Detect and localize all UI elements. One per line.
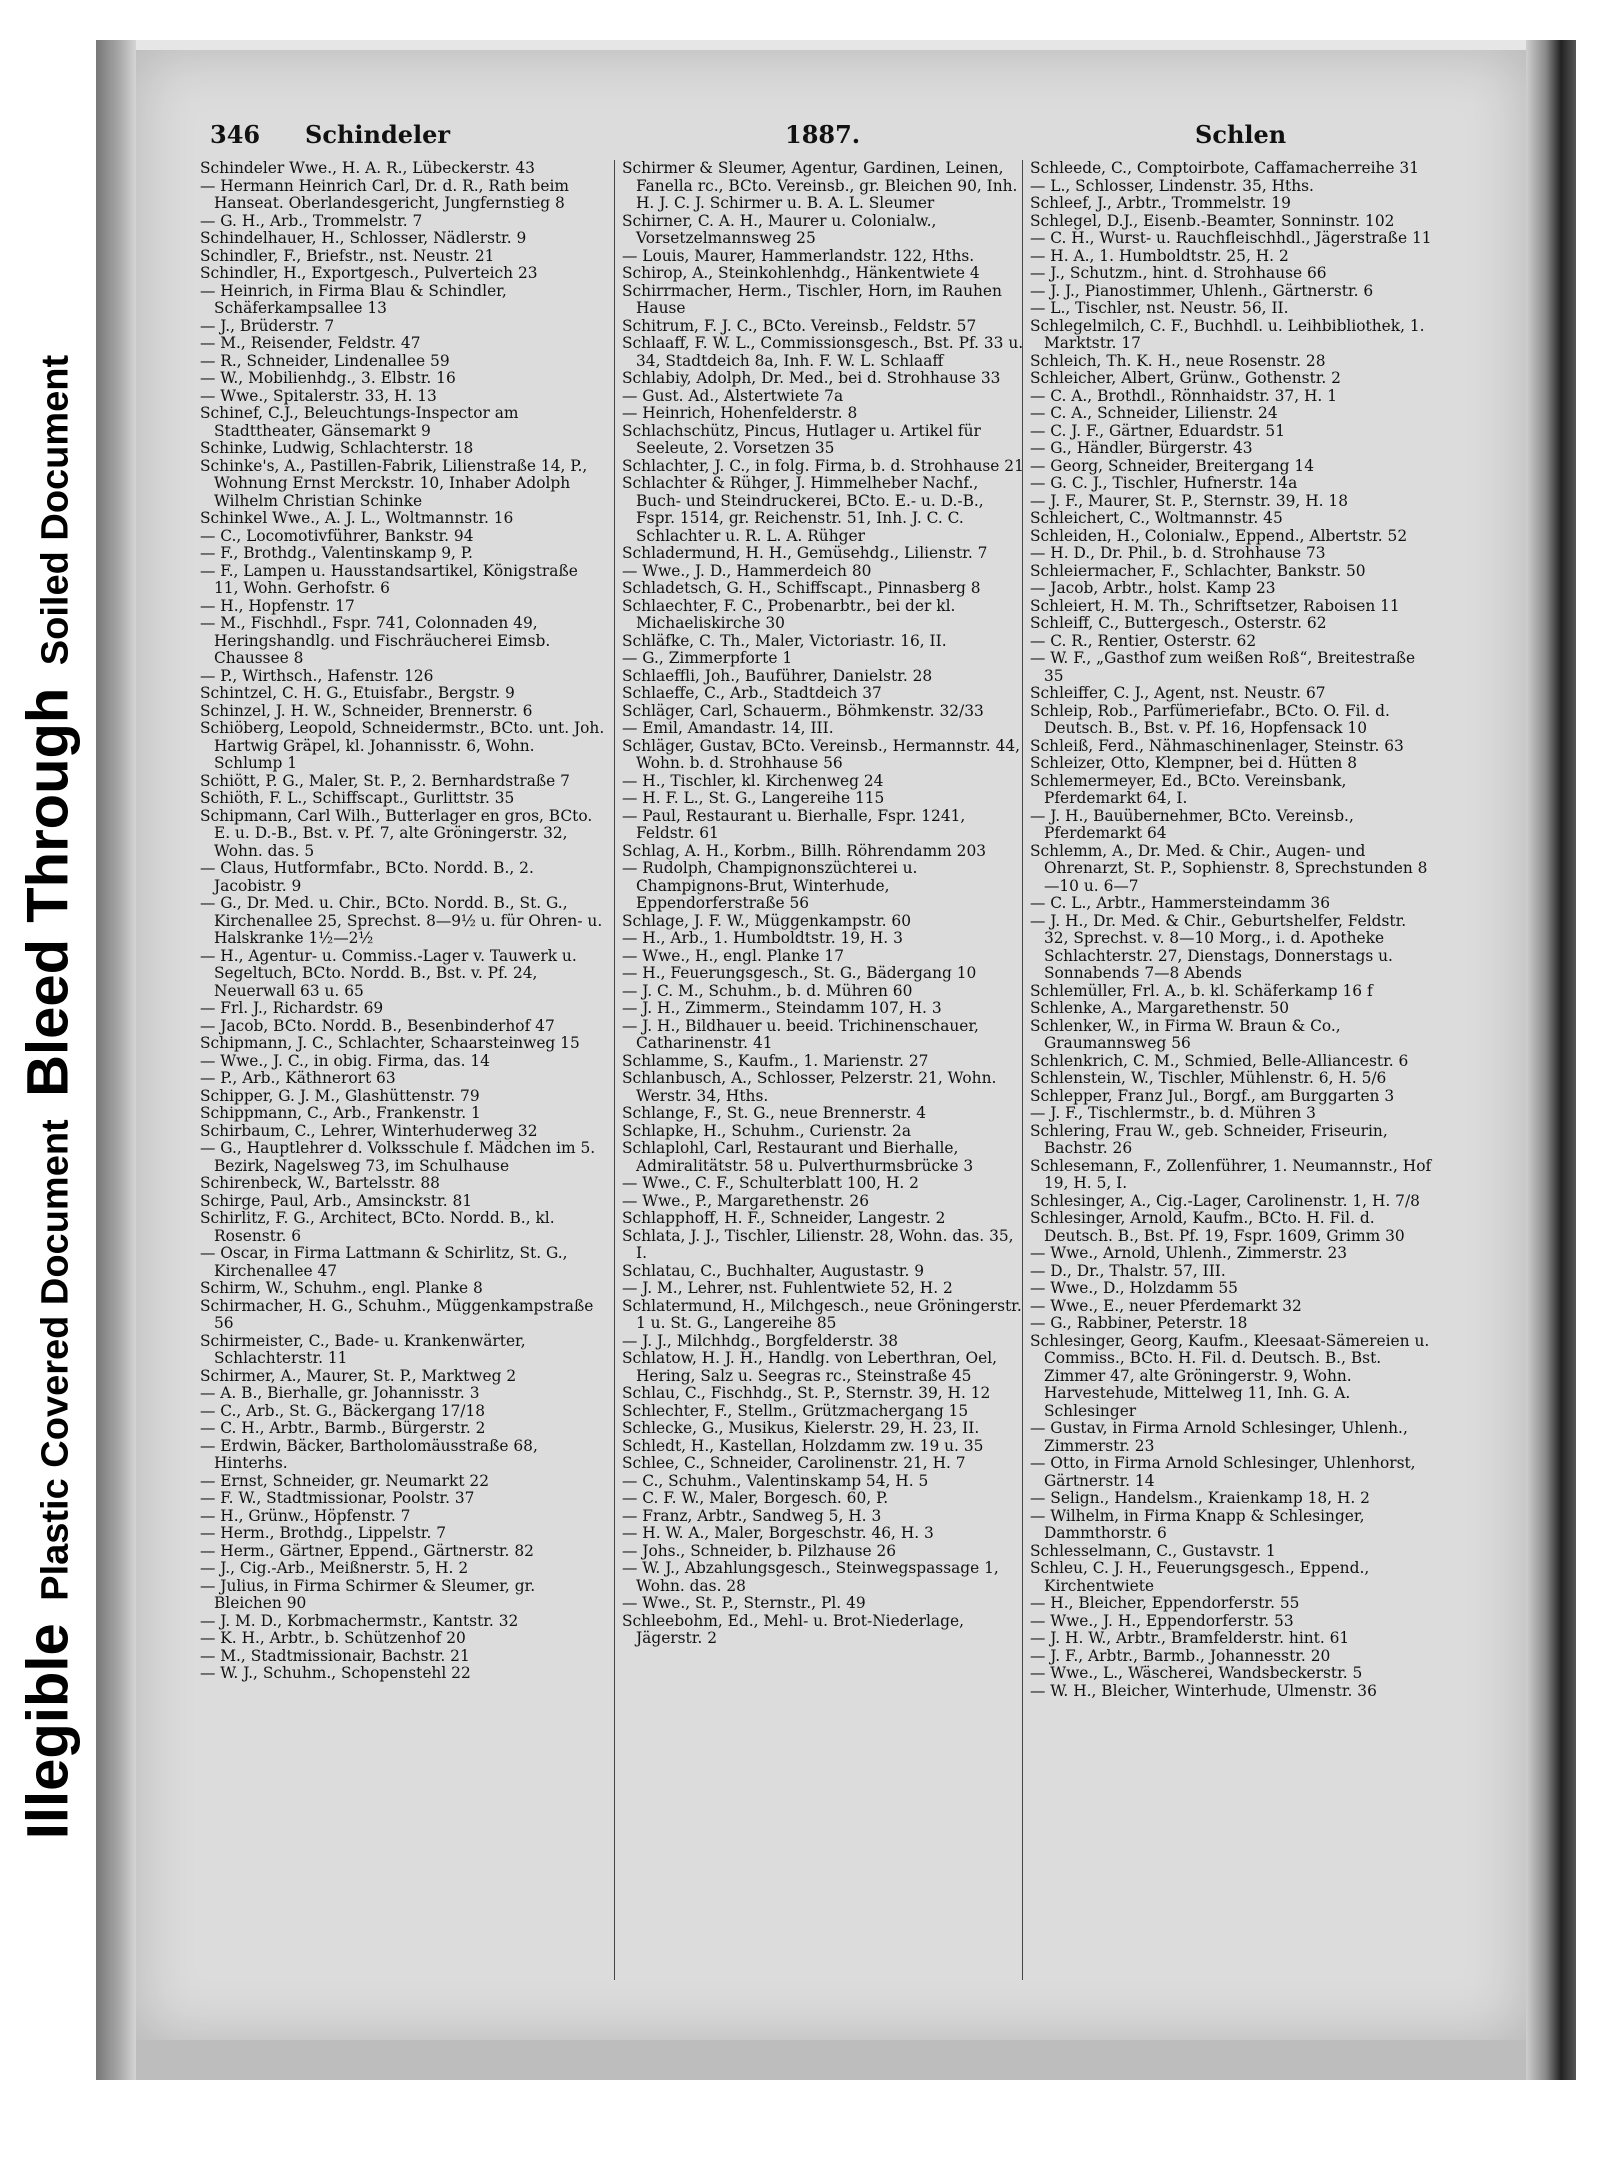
directory-entry: — Wwe., E., neuer Pferdemarkt 32 <box>1030 1296 1302 1315</box>
directory-entry: — F., Brothdg., Valentinskamp 9, P. <box>200 544 473 562</box>
directory-entry: Schlemüller, Frl. A., b. kl. Schäferkamp 16 f <box>1030 981 1373 1000</box>
directory-entry: — Jacob, Arbtr., holst. Kamp 23 <box>1030 579 1276 597</box>
directory-entry: Schirge, Paul, Arb., Amsinckstr. 81 <box>200 1191 473 1210</box>
directory-entry: — J. H., Bauübernehmer, BCto. Vereinsb., Pferdemarkt 64 <box>1030 806 1354 842</box>
directory-entry: Schlering, Frau W., geb. Schneider, Friseurin, Bachstr. 26 <box>1030 1121 1388 1157</box>
directory-entry: — W. J., Abzahlungsgesch., Steinwegspassage 1, Wohn. das. 28 <box>622 1559 999 1595</box>
directory-entry: — J., Brüderstr. 7 <box>200 316 335 335</box>
directory-entry: Schiött, P. G., Maler, St. P., 2. Bernhardstraße 7 <box>200 771 570 790</box>
directory-entry: Schlatow, H. J. H., Handlg. von Leberthran, Oel, Hering, Salz u. Seegras rc., Steinstraße 45 <box>622 1349 998 1385</box>
directory-entry: Schiöth, F. L., Schiffscapt., Gurlittstr. 35 <box>200 789 515 807</box>
stamp-plastic-covered: Plastic Covered Document <box>34 1119 77 1601</box>
directory-entry: — C., Arb., St. G., Bäckergang 17/18 <box>200 1401 486 1420</box>
stamp-bleed-through: Bleed Through <box>15 687 81 1097</box>
directory-entry: Schlemermeyer, Ed., BCto. Vereinsbank, Pferdemarkt 64, I. <box>1030 771 1347 807</box>
directory-entry: — M., Reisender, Feldstr. 47 <box>200 334 421 352</box>
directory-entry: Schindler, F., Briefstr., nst. Neustr. 21 <box>200 246 495 265</box>
directory-entry: Schinzel, J. H. W., Schneider, Brennerstr. 6 <box>200 701 533 720</box>
directory-entry: Schlapphoff, H. F., Schneider, Langestr. 2 <box>622 1209 946 1227</box>
directory-entry: — J. H., Dr. Med. & Chir., Geburtshelfer, Feldstr. 32, Sprechst. v. 8—10 Morg., i. d. Apotheke Schlachterstr. 27, Dienstags, Donnerstags u. Sonnabends 7—8 Abends <box>1030 911 1407 982</box>
directory-entry: Schlaeffe, C., Arb., Stadtdeich 37 <box>622 684 882 702</box>
directory-entry: — Jacob, BCto. Nordd. B., Besenbinderhof 47 <box>200 1016 555 1035</box>
directory-entry: Schirmacher, H. G., Schuhm., Müggenkampstraße 56 <box>200 1296 594 1332</box>
directory-entry: Schleiert, H. M. Th., Schriftsetzer, Raboisen 11 <box>1030 596 1400 615</box>
headword-right: Schlen <box>1195 120 1287 149</box>
directory-entry: Schläger, Carl, Schauerm., Böhmkenstr. 32/33 <box>622 701 984 720</box>
directory-entry: — C. J. F., Gärtner, Eduardstr. 51 <box>1030 421 1285 440</box>
directory-entry: — Herm., Gärtner, Eppend., Gärtnerstr. 82 <box>200 1541 534 1560</box>
directory-entry: Schläger, Gustav, BCto. Vereinsb., Hermannstr. 44, Wohn. b. d. Strohhause 56 <box>622 736 1021 772</box>
directory-entry: — A. B., Bierhalle, gr. Johannisstr. 3 <box>200 1384 480 1402</box>
directory-entry: Schlesinger, A., Cig.-Lager, Carolinenstr. 1, H. 7/8 <box>1030 1191 1420 1210</box>
directory-entry: Schleiden, H., Colonialw., Eppend., Albertstr. 52 <box>1030 526 1408 545</box>
directory-column-2 <box>622 160 1027 1648</box>
directory-entry: Schlata, J. J., Tischler, Lilienstr. 28, Wohn. das. 35, I. <box>622 1226 1014 1262</box>
directory-entry: — M., Fischhdl., Fspr. 741, Colonnaden 49, Heringshandlg. und Fischräucherei Eimsb. Chaussee 8 <box>200 614 551 667</box>
directory-entry: Schläfke, C. Th., Maler, Victoriastr. 16, II. <box>622 631 947 650</box>
directory-entry: — J. C. M., Schuhm., b. d. Mühren 60 <box>622 981 913 1000</box>
directory-entry: — Wwe., Arnold, Uhlenh., Zimmerstr. 23 <box>1030 1244 1348 1262</box>
directory-entry: Schindelhauer, H., Schlosser, Nädlerstr. 9 <box>200 229 527 247</box>
directory-entry: — Frl. J., Richardstr. 69 <box>200 999 384 1017</box>
directory-entry: Schlachter, J. C., in folg. Firma, b. d. Strohhause 21 <box>622 456 1024 475</box>
directory-entry: — F., Lampen u. Hausstandsartikel, Königstraße 11, Wohn. Gerhofstr. 6 <box>200 561 578 597</box>
scan-stamp-band <box>0 0 96 2177</box>
directory-entry: — C. H., Wurst- u. Rauchfleischhdl., Jägerstraße 11 <box>1030 229 1432 247</box>
directory-entry: — J. M., Lehrer, nst. Fuhlentwiete 52, H. 2 <box>622 1279 953 1297</box>
directory-entry: Schlaeffli, Joh., Bauführer, Danielstr. 28 <box>622 666 933 685</box>
directory-entry: Schlesemann, F., Zollenführer, 1. Neumannstr., Hof 19, H. 5, I. <box>1030 1156 1432 1192</box>
directory-entry: — Rudolph, Champignonszüchterei u. Champignons-Brut, Winterhude, Eppendorferstraße 56 <box>622 859 918 912</box>
directory-entry: Schleede, C., Comptoirbote, Caffamacherreihe 31 <box>1030 159 1419 177</box>
directory-entry: — Wwe., J. D., Hammerdeich 80 <box>622 561 872 580</box>
directory-entry: — C. H., Arbtr., Barmb., Bürgerstr. 2 <box>200 1419 486 1437</box>
directory-entry: — Heinrich, in Firma Blau & Schindler, Schäferkampsallee 13 <box>200 281 507 317</box>
directory-entry: — C. F. W., Maler, Borgesch. 60, P. <box>622 1489 889 1507</box>
directory-entry: Schleicher, Albert, Grünw., Gothenstr. 2 <box>1030 369 1341 387</box>
directory-entry: — H., Grünw., Höpfenstr. 7 <box>200 1506 411 1525</box>
directory-entry: Schleiermacher, F., Schlachter, Bankstr. 50 <box>1030 561 1366 580</box>
directory-entry: — G., Zimmerpforte 1 <box>622 649 793 667</box>
directory-entry: — Wwe., C. F., Schulterblatt 100, H. 2 <box>622 1174 919 1192</box>
directory-entry: Schlaplohl, Carl, Restaurant und Bierhalle, Admiralitätstr. 58 u. Pulverthurmsbrücke 3 <box>622 1139 974 1175</box>
column-rule <box>614 160 615 1980</box>
directory-entry: Schirmer, A., Maurer, St. P., Marktweg 2 <box>200 1366 517 1385</box>
directory-entry: Schladermund, H. H., Gemüsehdg., Lilienstr. 7 <box>622 544 988 562</box>
directory-entry: Schleich, Th. K. H., neue Rosenstr. 28 <box>1030 351 1326 370</box>
directory-entry: Schirop, A., Steinkohlenhdg., Hänkentwiete 4 <box>622 264 980 282</box>
directory-entry: — R., Schneider, Lindenallee 59 <box>200 351 450 370</box>
directory-entry: — H., Arb., 1. Humboldtstr. 19, H. 3 <box>622 929 903 947</box>
directory-entry: Schirlitz, F. G., Architect, BCto. Nordd. B., kl. Rosenstr. 6 <box>200 1209 555 1245</box>
directory-column-3 <box>1030 160 1435 1700</box>
directory-entry: — W. J., Schuhm., Schopenstehl 22 <box>200 1664 471 1682</box>
running-head <box>210 120 1410 156</box>
directory-entry: — H., Tischler, kl. Kirchenweg 24 <box>622 771 884 790</box>
directory-entry: — Wwe., St. P., Sternstr., Pl. 49 <box>622 1594 866 1612</box>
page-edge-right <box>1526 40 1576 2080</box>
directory-entry: — Erdwin, Bäcker, Bartholomäusstraße 68, Hinterhs. <box>200 1436 538 1472</box>
directory-entry: Schlamme, S., Kaufm., 1. Marienstr. 27 <box>622 1051 929 1070</box>
directory-entry: Schlemm, A., Dr. Med. & Chir., Augen- und Ohrenarzt, St. P., Sophienstr. 8, Sprechstunden 8—10 u. 6—7 <box>1030 841 1428 895</box>
directory-entry: Schlepper, Franz Jul., Borgf., am Burggarten 3 <box>1030 1086 1395 1105</box>
directory-entry: Schirmer & Sleumer, Agentur, Gardinen, Leinen, Fanella rc., BCto. Vereinsb., gr. Bleichen 90, Inh. H. J. C. J. Schirmer u. B. A. L. Sleumer <box>622 159 1018 212</box>
directory-entry: — J. F., Maurer, St. P., Sternstr. 39, H. 18 <box>1030 491 1348 510</box>
directory-entry: — C. L., Arbtr., Hammersteindamm 36 <box>1030 894 1331 912</box>
directory-entry: — G., Händler, Bürgerstr. 43 <box>1030 439 1253 457</box>
directory-entry: Schipmann, J. C., Schlachter, Schaarsteinweg 15 <box>200 1034 580 1052</box>
directory-entry: Schlaaff, F. W. L., Commissionsgesch., Bst. Pf. 33 u. 34, Stadtdeich 8a, Inh. F. W. L. Schlaaff <box>622 334 1024 370</box>
directory-entry: Schirrmacher, Herm., Tischler, Horn, im Rauhen Hause <box>622 281 1002 317</box>
directory-entry: — C. R., Rentier, Osterstr. 62 <box>1030 631 1257 650</box>
directory-entry: Schlachter & Rühger, J. Himmelheber Nachf., Buch- und Steindruckerei, BCto. E.- u. D.-B., Fspr. 1514, gr. Reichenstr. 51, Inh. J. C. C. Schlachter u. R. L. A. Rühger <box>622 474 984 545</box>
directory-entry: Schleip, Rob., Parfümeriefabr., BCto. O. Fil. d. Deutsch. B., Bst. v. Pf. 16, Hopfensack 10 <box>1030 701 1390 737</box>
directory-entry: — C., Schuhm., Valentinskamp 54, H. 5 <box>622 1471 929 1490</box>
directory-entry: Schlegelmilch, C. F., Buchhdl. u. Leihbibliothek, 1. Marktstr. 17 <box>1030 316 1425 352</box>
directory-entry: — Julius, in Firma Schirmer & Sleumer, gr. Bleichen 90 <box>200 1576 536 1612</box>
directory-entry: Schirm, W., Schuhm., engl. Planke 8 <box>200 1279 483 1297</box>
directory-entry: Schleiffer, C. J., Agent, nst. Neustr. 67 <box>1030 684 1326 702</box>
directory-entry: Schitrum, F. J. C., BCto. Vereinsb., Feldstr. 57 <box>622 316 977 335</box>
directory-entry: — C. A., Schneider, Lilienstr. 24 <box>1030 404 1278 422</box>
directory-entry: — L., Tischler, nst. Neustr. 56, II. <box>1030 299 1289 317</box>
directory-entry: — Franz, Arbtr., Sandweg 5, H. 3 <box>622 1506 882 1525</box>
directory-entry: — J. M. D., Korbmachermstr., Kantstr. 32 <box>200 1611 519 1630</box>
directory-entry: Schlesinger, Georg, Kaufm., Kleesaat-Sämereien u. Commiss., BCto. H. Fil. d. Deutsch. B., Bst. Zimmer 47, alte Gröningerstr. 9, Wohn. Harvestehude, Mittelweg 11, Inh. G. A. Schlesinger <box>1030 1331 1430 1420</box>
directory-entry: Schleebohm, Ed., Mehl- u. Brot-Niederlage, Jägerstr. 2 <box>622 1611 964 1647</box>
directory-entry: Schinef, C.J., Beleuchtungs-Inspector am Stadttheater, Gänsemarkt 9 <box>200 404 519 440</box>
directory-entry: — J. H., Bildhauer u. beeid. Trichinenschauer, Catharinenstr. 41 <box>622 1016 979 1052</box>
directory-entry: — Wwe., D., Holzdamm 55 <box>1030 1279 1238 1297</box>
directory-entry: Schleu, C. J. H., Feuerungsgesch., Eppend., Kirchentwiete <box>1030 1559 1370 1595</box>
directory-entry: — Ernst, Schneider, gr. Neumarkt 22 <box>200 1471 489 1490</box>
directory-entry: — Selign., Handelsm., Kraienkamp 18, H. 2 <box>1030 1489 1370 1507</box>
directory-entry: — H., Hopfenstr. 17 <box>200 596 355 615</box>
directory-entry: Schleiff, C., Buttergesch., Osterstr. 62 <box>1030 614 1327 632</box>
directory-entry: Schlegel, D.J., Eisenb.-Beamter, Sonninstr. 102 <box>1030 211 1395 230</box>
page-number: 346 <box>210 120 261 149</box>
page-bottom-edge <box>136 2040 1526 2080</box>
directory-entry: — H. F. L., St. G., Langereihe 115 <box>622 789 885 807</box>
directory-entry: Schinkel Wwe., A. J. L., Woltmannstr. 16 <box>200 509 514 527</box>
directory-entry: — W. H., Bleicher, Winterhude, Ulmenstr. 36 <box>1030 1681 1377 1700</box>
directory-entry: — H., Feuerungsgesch., St. G., Bädergang 10 <box>622 964 977 982</box>
stamp-soiled: Soiled Document <box>34 354 77 666</box>
directory-entry: — Emil, Amandastr. 14, III. <box>622 719 834 737</box>
directory-entry: — J. J., Pianostimmer, Uhlenh., Gärtnerstr. 6 <box>1030 281 1374 300</box>
directory-entry: Schleichert, C., Woltmannstr. 45 <box>1030 509 1283 527</box>
stamp-illegible: Illegible <box>15 1623 81 1840</box>
directory-entry: — Wwe., P., Margarethenstr. 26 <box>622 1191 869 1210</box>
directory-entry: — P., Arb., Käthnerort 63 <box>200 1069 396 1087</box>
directory-entry: Schlange, F., St. G., neue Brennerstr. 4 <box>622 1104 927 1122</box>
directory-entry: Schipper, G. J. M., Glashüttenstr. 79 <box>200 1086 480 1105</box>
directory-entry: Schleizer, Otto, Klempner, bei d. Hütten 8 <box>1030 754 1357 772</box>
headword-left: Schindeler <box>305 120 451 149</box>
directory-entry: — J. H., Zimmerm., Steindamm 107, H. 3 <box>622 999 942 1017</box>
page-gutter-left <box>96 40 136 2080</box>
directory-entry: Schinke, Ludwig, Schlachterstr. 18 <box>200 439 474 457</box>
directory-entry: — W., Mobilienhdg., 3. Elbstr. 16 <box>200 369 456 387</box>
directory-entry: Schlau, C., Fischhdg., St. P., Sternstr. 39, H. 12 <box>622 1384 991 1402</box>
directory-entry: — L., Schlosser, Lindenstr. 35, Hths. <box>1030 176 1314 195</box>
directory-entry: Schlapke, H., Schuhm., Curienstr. 2a <box>622 1121 912 1140</box>
directory-entry: — H. W. A., Maler, Borgeschstr. 46, H. 3 <box>622 1524 934 1542</box>
directory-entry: Schindeler Wwe., H. A. R., Lübeckerstr. 43 <box>200 159 535 177</box>
directory-entry: — Gustav, in Firma Arnold Schlesinger, Uhlenh., Zimmerstr. 23 <box>1030 1419 1408 1455</box>
directory-entry: — C., Locomotivführer, Bankstr. 94 <box>200 526 474 545</box>
directory-entry: — G., Hauptlehrer d. Volksschule f. Mädchen im 5. Bezirk, Nagelsweg 73, im Schulhause <box>200 1139 596 1175</box>
directory-entry: — K. H., Arbtr., b. Schützenhof 20 <box>200 1629 466 1647</box>
directory-entry: — P., Wirthsch., Hafenstr. 126 <box>200 666 434 685</box>
directory-entry: Schlag, A. H., Korbm., Billh. Röhrendamm 203 <box>622 841 987 860</box>
directory-entry: Schlage, J. F. W., Müggenkampstr. 60 <box>622 911 912 930</box>
directory-entry: Schintzel, C. H. G., Etuisfabr., Bergstr. 9 <box>200 684 515 702</box>
directory-entry: Schlatau, C., Buchhalter, Augustastr. 9 <box>622 1261 925 1280</box>
directory-entry: — D., Dr., Thalstr. 57, III. <box>1030 1261 1226 1280</box>
directory-entry: Schindler, H., Exportgesch., Pulverteich 23 <box>200 264 538 282</box>
directory-entry: Schladetsch, G. H., Schiffscapt., Pinnasberg 8 <box>622 579 981 597</box>
directory-entry: Schlanbusch, A., Schlosser, Pelzerstr. 21, Wohn. Werstr. 34, Hths. <box>622 1069 997 1105</box>
year: 1887. <box>785 120 861 149</box>
directory-entry: — Georg, Schneider, Breitergang 14 <box>1030 456 1314 475</box>
directory-entry: Schleiß, Ferd., Nähmaschinenlager, Steinstr. 63 <box>1030 736 1404 755</box>
directory-entry: — H., Agentur- u. Commiss.-Lager v. Tauwerk u. Segeltuch, BCto. Nordd. B., Bst. v. Pf. 24, Neuerwall 63 u. 65 <box>200 946 577 1000</box>
directory-entry: — Heinrich, Hohenfelderstr. 8 <box>622 404 858 422</box>
directory-entry: — J. H. W., Arbtr., Bramfelderstr. hint. 61 <box>1030 1629 1350 1647</box>
directory-entry: — F. W., Stadtmissionar, Poolstr. 37 <box>200 1489 475 1507</box>
directory-entry: Schippmann, C., Arb., Frankenstr. 1 <box>200 1104 481 1122</box>
directory-entry: Schirenbeck, W., Bartelsstr. 88 <box>200 1174 440 1192</box>
directory-entry: — J. F., Tischlermstr., b. d. Mühren 3 <box>1030 1104 1316 1122</box>
directory-entry: Schinke's, A., Pastillen-Fabrik, Lilienstraße 14, P., Wohnung Ernst Merckstr. 10, Inhaber Adolph Wilhelm Christian Schinke <box>200 456 588 510</box>
directory-entry: — G. H., Arb., Trommelstr. 7 <box>200 211 423 230</box>
directory-entry: — G., Rabbiner, Peterstr. 18 <box>1030 1314 1248 1332</box>
directory-entry: — Wilhelm, in Firma Knapp & Schlesinger, Dammthorstr. 6 <box>1030 1506 1365 1542</box>
directory-entry: Schledt, H., Kastellan, Holzdamm zw. 19 u. 35 <box>622 1436 984 1455</box>
directory-entry: — J. F., Arbtr., Barmb., Johannesstr. 20 <box>1030 1646 1331 1665</box>
directory-entry: Schlachschütz, Pincus, Hutlager u. Artikel für Seeleute, 2. Vorsetzen 35 <box>622 421 981 457</box>
directory-column-1 <box>200 160 605 1683</box>
directory-entry: — Wwe., Spitalerstr. 33, H. 13 <box>200 386 437 405</box>
directory-entry: Schlatermund, H., Milchgesch., neue Gröningerstr. 1 u. St. G., Langereihe 85 <box>622 1296 1022 1332</box>
directory-entry: Schirmeister, C., Bade- u. Krankenwärter, Schlachterstr. 11 <box>200 1331 526 1367</box>
directory-entry: Schlechter, F., Stellm., Grützmachergang 15 <box>622 1401 969 1420</box>
directory-entry: — G., Dr. Med. u. Chir., BCto. Nordd. B., St. G., Kirchenallee 25, Sprechst. 8—9½ u. für Ohren- u. Halskranke 1½—2½ <box>200 894 603 947</box>
directory-entry: Schlenke, A., Margarethenstr. 50 <box>1030 999 1290 1017</box>
directory-entry: Schlee, C., Schneider, Carolinenstr. 21, H. 7 <box>622 1454 966 1472</box>
directory-entry: — H. D., Dr. Phil., b. d. Strohhause 73 <box>1030 544 1326 562</box>
directory-entry: Schlenstein, W., Tischler, Mühlenstr. 6, H. 5/6 <box>1030 1069 1387 1087</box>
directory-entry: Schlecke, G., Musikus, Kielerstr. 29, H. 23, II. <box>622 1419 980 1437</box>
directory-entry: — J., Cig.-Arb., Meißnerstr. 5, H. 2 <box>200 1559 469 1577</box>
directory-entry: — Herm., Brothdg., Lippelstr. 7 <box>200 1524 447 1542</box>
directory-entry: — Wwe., J. C., in obig. Firma, das. 14 <box>200 1051 490 1070</box>
directory-entry: Schipmann, Carl Wilh., Butterlager en gros, BCto. E. u. D.-B., Bst. v. Pf. 7, alte Gröningerstr. 32, Wohn. das. 5 <box>200 806 593 860</box>
directory-entry: Schirbaum, C., Lehrer, Winterhuderweg 32 <box>200 1121 538 1140</box>
directory-entry: — H., Bleicher, Eppendorferstr. 55 <box>1030 1594 1300 1612</box>
directory-entry: Schlenker, W., in Firma W. Braun & Co., Graumannsweg 56 <box>1030 1016 1341 1052</box>
directory-entry: — C. A., Brothdl., Rönnhaidstr. 37, H. 1 <box>1030 386 1338 405</box>
directory-entry: — Johs., Schneider, b. Pilzhause 26 <box>622 1541 897 1560</box>
directory-entry: — Oscar, in Firma Lattmann & Schirlitz, St. G., Kirchenallee 47 <box>200 1244 568 1280</box>
directory-entry: Schlesinger, Arnold, Kaufm., BCto. H. Fil. d. Deutsch. B., Bst. Pf. 19, Fspr. 1609, Grimm 30 <box>1030 1209 1405 1245</box>
directory-entry: Schleef, J., Arbtr., Trommelstr. 19 <box>1030 194 1291 212</box>
directory-entry: Schlabiy, Adolph, Dr. Med., bei d. Strohhause 33 <box>622 369 1001 387</box>
directory-entry: — Paul, Restaurant u. Bierhalle, Fspr. 1241, Feldstr. 61 <box>622 806 966 842</box>
directory-entry: Schlesselmann, C., Gustavstr. 1 <box>1030 1541 1276 1560</box>
directory-entry: — J., Schutzm., hint. d. Strohhause 66 <box>1030 264 1327 282</box>
directory-entry: Schlenkrich, C. M., Schmied, Belle-Alliancestr. 6 <box>1030 1051 1409 1070</box>
directory-entry: — W. F., „Gasthof zum weißen Roß“, Breitestraße 35 <box>1030 649 1416 685</box>
directory-entry: — Louis, Maurer, Hammerlandstr. 122, Hths. <box>622 246 975 265</box>
directory-entry: Schirner, C. A. H., Maurer u. Colonialw., Vorsetzelmannsweg 25 <box>622 211 937 247</box>
directory-entry: — Hermann Heinrich Carl, Dr. d. R., Rath beim Hanseat. Oberlandesgericht, Jungfernstieg 8 <box>200 176 570 212</box>
directory-entry: Schiöberg, Leopold, Schneidermstr., BCto. unt. Joh. Hartwig Gräpel, kl. Johannisstr. 6, Wohn. Schlump 1 <box>200 719 605 772</box>
scan-stamp-text <box>15 88 82 2088</box>
directory-entry: — Gust. Ad., Alstertwiete 7a <box>622 386 844 405</box>
directory-entry: — G. C. J., Tischler, Hufnerstr. 14a <box>1030 474 1298 492</box>
directory-entry: — H. A., 1. Humboldtstr. 25, H. 2 <box>1030 246 1289 265</box>
directory-entry: — M., Stadtmissionair, Bachstr. 21 <box>200 1646 470 1665</box>
directory-entry: — Wwe., L., Wäscherei, Wandsbeckerstr. 5 <box>1030 1664 1363 1682</box>
directory-entry: — Claus, Hutformfabr., BCto. Nordd. B., 2. Jacobistr. 9 <box>200 859 534 895</box>
directory-entry: Schlaechter, F. C., Probenarbtr., bei der kl. Michaeliskirche 30 <box>622 596 956 632</box>
directory-entry: — Wwe., H., engl. Planke 17 <box>622 946 845 965</box>
directory-entry: — Otto, in Firma Arnold Schlesinger, Uhlenhorst, Gärtnerstr. 14 <box>1030 1454 1416 1490</box>
directory-entry: — Wwe., J. H., Eppendorferstr. 53 <box>1030 1611 1294 1630</box>
directory-entry: — J. J., Milchhdg., Borgfelderstr. 38 <box>622 1331 899 1350</box>
